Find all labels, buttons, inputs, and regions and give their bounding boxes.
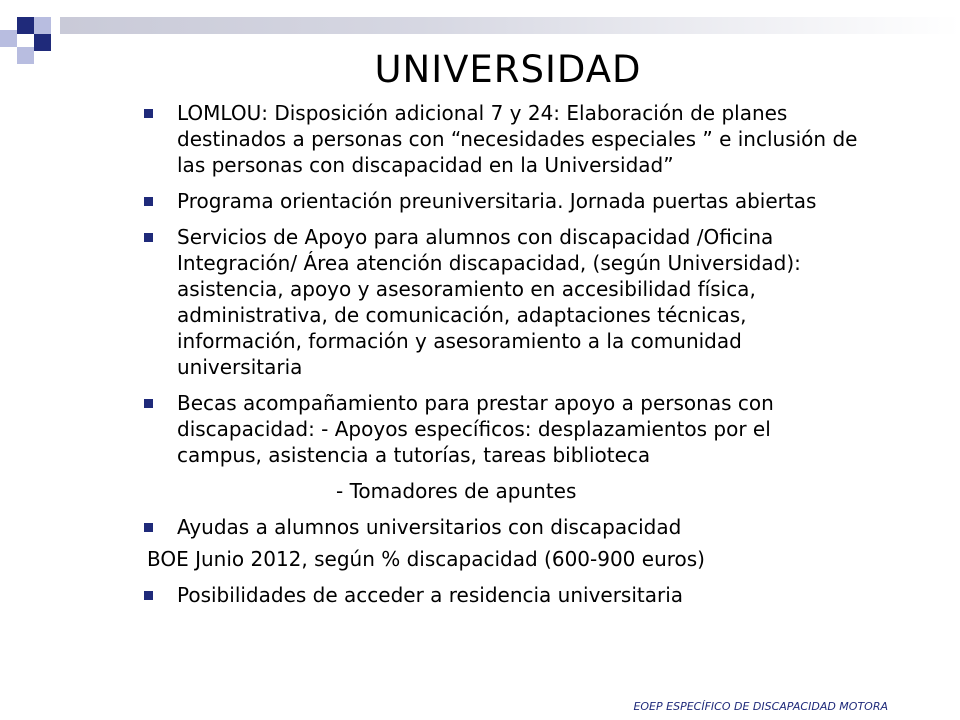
decor-square [0,30,17,47]
bullet-text: Ayudas a alumnos universitarios con discapacidad [177,515,682,539]
bullet-text: Posibilidades de acceder a residencia universitaria [177,583,684,607]
bullet-icon [144,197,153,206]
footer-text: EOEP ESPECÍFICO DE DISCAPACIDAD MOTORA [633,700,888,713]
list-item [140,188,860,214]
list-item [140,582,860,608]
list-item [140,100,860,178]
bullet-text: Becas acompañamiento para prestar apoyo a personas con discapacidad: - Apoyos específicos: desplazamientos por el campus, asistencia a tutorías, tareas biblioteca [177,391,774,467]
bullet-icon [144,109,153,118]
bullet-icon [144,523,153,532]
bullet-text: Servicios de Apoyo para alumnos con discapacidad /Oficina Integración/ Área atención discapacidad, (según Universidad): asistencia, apoyo y asesoramiento en accesibilidad física, administrativa, de comunicación, adaptaciones técnicas, información, formación y asesoramiento a la comunidad universitaria [177,225,801,379]
decor-square [17,17,34,34]
list-item [140,514,860,540]
bullet-icon [144,399,153,408]
bullet-text: LOMLOU: Disposición adicional 7 y 24: Elaboración de planes destinados a personas con “necesidades especiales ” e inclusión de las personas con discapacidad en la Universidad” [177,101,858,177]
list-item [140,390,860,468]
header-bar [60,17,960,34]
slide-title: UNIVERSIDAD [374,48,642,91]
slide-body [140,100,860,618]
becas-subline: - Tomadores de apuntes [336,479,577,503]
bullet-text: Programa orientación preuniversitaria. Jornada puertas abiertas [177,189,817,213]
decor-square [34,17,51,34]
list-item [140,224,860,380]
bullet-icon [144,233,153,242]
ayudas-subline: BOE Junio 2012, según % discapacidad (600-900 euros) [147,547,705,571]
bullet-icon [144,591,153,600]
